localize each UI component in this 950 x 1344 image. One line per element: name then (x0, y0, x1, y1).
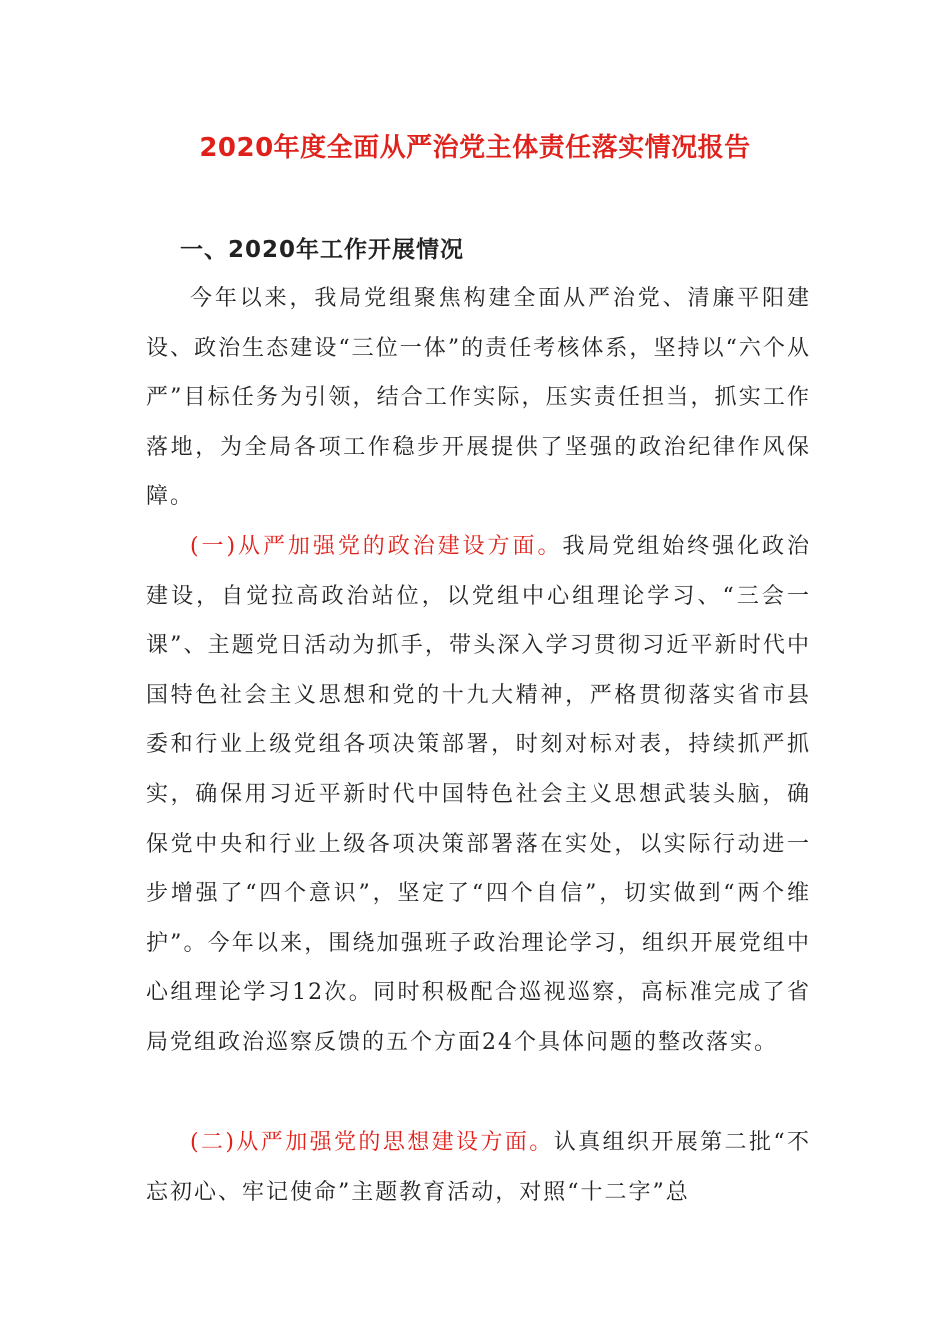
paragraph-ideological-text: 认真组织开展第二批“不忘初心、牢记使命”主题教育活动，对照“十二字”总 (146, 1130, 812, 1205)
paragraph-overview (146, 274, 811, 522)
document-title: 2020年度全面从严治党主体责任落实情况报告 (199, 133, 751, 163)
paragraph-lead-political: (一)从严加强党的政治建设方面。 (190, 534, 563, 559)
paragraph-political-construction (146, 522, 811, 1068)
paragraph-lead-ideological: (二)从严加强党的思想建设方面。 (190, 1130, 554, 1155)
paragraph-political-text: 我局党组始终强化政治建设，自觉拉高政治站位，以党组中心组理论学习、“三会一课”、主题党日活动为抓手，带头深入学习贯彻习近平新时代中国特色社会主义思想和党的十九大精神，严格贯彻落实省市县委和行业上级党组各项决策部署，时刻对标对表，持续抓严抓实，确保用习近平新时代中国特色社会主义思想武装头脑，确保党中央和行业上级各项决策部署落在实处，以实际行动进一步增强了“四个意识”，坚定了“四个自信”，切实做到“两个维护”。今年以来，围绕加强班子政治理论学习，组织开展党组中心组理论学习12次。同时积极配合巡视巡察，高标准完成了省局党组政治巡察反馈的五个方面24个具体问题的整改落实。 (146, 534, 811, 1055)
paragraph-ideological-construction (146, 1118, 811, 1217)
paragraph-overview-text: 今年以来，我局党组聚焦构建全面从严治党、清廉平阳建设、政治生态建设“三位一体”的责任考核体系，坚持以“六个从严”目标任务为引领，结合工作实际，压实责任担当，抓实工作落地，为全局各项工作稳步开展提供了坚强的政治纪律作风保障。 (146, 286, 811, 510)
section-heading: 一、2020年工作开展情况 (180, 237, 465, 263)
